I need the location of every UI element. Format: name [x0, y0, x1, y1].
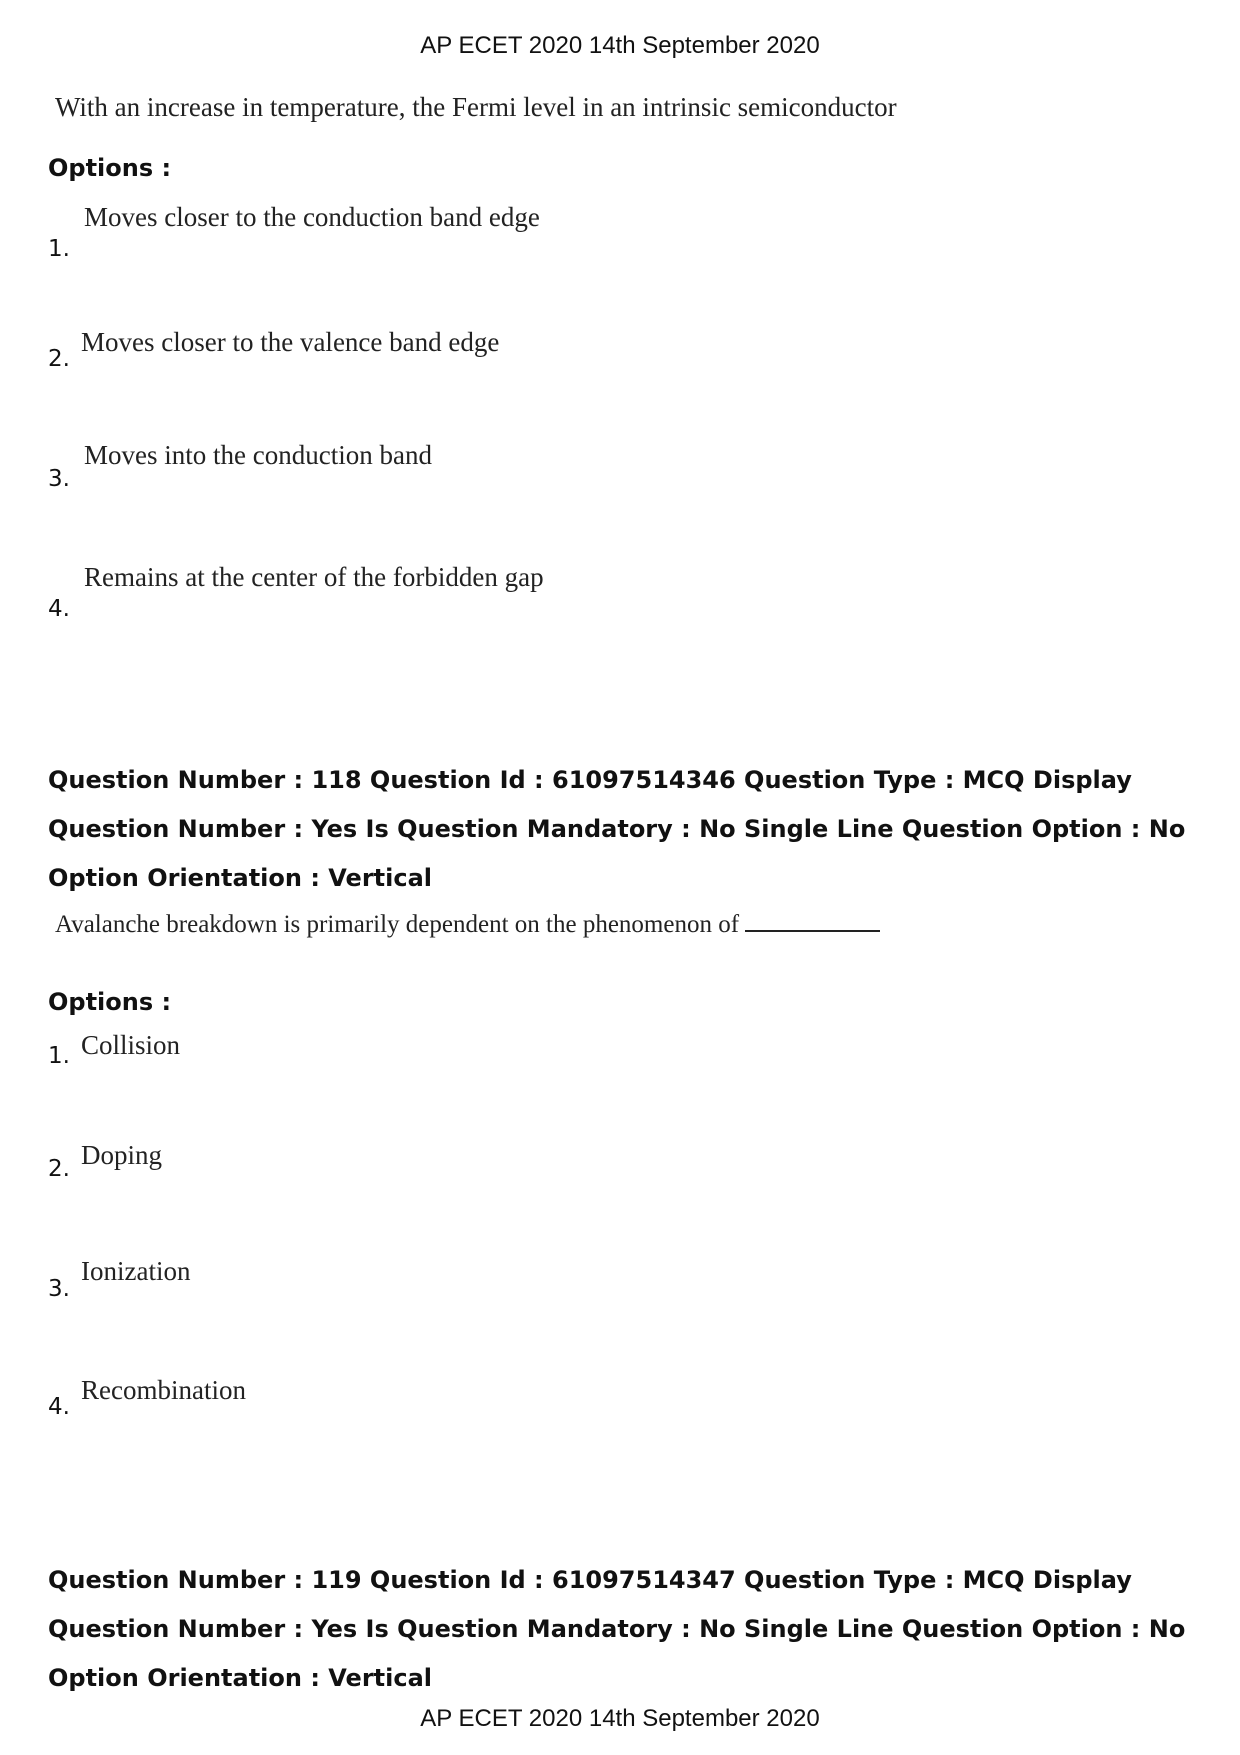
- option-number: 4.: [48, 596, 70, 622]
- option-number: 3.: [48, 1276, 70, 1302]
- page-header: AP ECET 2020 14th September 2020: [420, 32, 820, 59]
- option-number: 4.: [48, 1394, 70, 1420]
- option-text: Collision: [81, 1030, 181, 1060]
- question-text: With an increase in temperature, the Fermi level in an intrinsic semiconductor: [55, 92, 897, 122]
- option-text: Recombination: [81, 1375, 246, 1405]
- option-text: Moves closer to the valence band edge: [81, 327, 500, 357]
- option-number: 2.: [48, 1156, 70, 1182]
- option-text: Moves into the conduction band: [84, 440, 432, 470]
- option-number: 1.: [48, 236, 70, 262]
- option-number: 1.: [48, 1043, 70, 1069]
- option-text: Moves closer to the conduction band edge: [84, 202, 540, 232]
- question-metadata: Question Number : 119 Question Id : 61097514347 Question Type : MCQ Display Question Number : Yes Is Question Mandatory : No Single Line Question Option : No Option Orientation : Vertical: [48, 1566, 1186, 1692]
- answer-blank: [745, 910, 880, 932]
- question-metadata: Question Number : 118 Question Id : 61097514346 Question Type : MCQ Display Question Number : Yes Is Question Mandatory : No Single Line Question Option : No Option Orientation : Vertical: [48, 766, 1186, 892]
- option-number: 2.: [48, 346, 70, 372]
- option-number: 3.: [48, 466, 70, 492]
- options-label: Options :: [48, 988, 172, 1016]
- option-text: Doping: [81, 1140, 162, 1170]
- option-text: Ionization: [81, 1256, 191, 1286]
- options-label: Options :: [48, 154, 172, 182]
- question-text-content: Avalanche breakdown is primarily dependent on the phenomenon of: [55, 911, 740, 938]
- question-text: [55, 910, 880, 939]
- page-footer: AP ECET 2020 14th September 2020: [420, 1705, 820, 1732]
- option-text: Remains at the center of the forbidden gap: [84, 562, 544, 592]
